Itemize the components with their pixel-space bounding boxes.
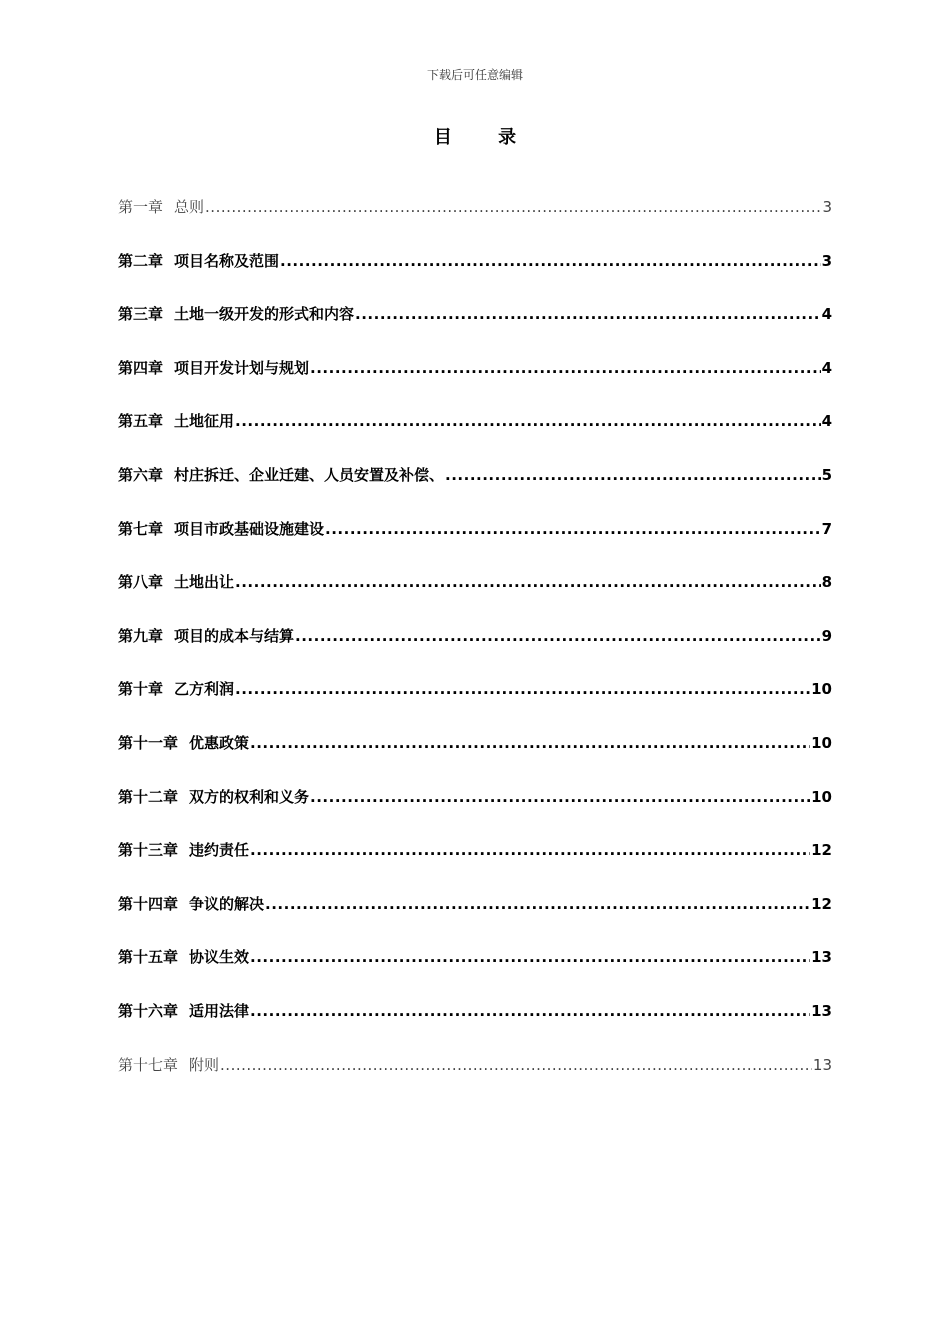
toc-page-number: 5 <box>821 465 832 484</box>
toc-chapter-label: 第十二章 <box>118 787 179 806</box>
toc-list <box>118 196 832 1107</box>
toc-entry[interactable] <box>118 464 832 518</box>
toc-chapter-label: 第二章 <box>118 251 164 270</box>
toc-entry-title: 适用法律 <box>189 1001 250 1020</box>
toc-title: 目 录 <box>433 127 537 148</box>
toc-dot-leader <box>250 946 810 968</box>
toc-entry[interactable] <box>118 357 832 411</box>
toc-chapter-label: 第十章 <box>118 680 164 699</box>
toc-page-number: 12 <box>811 894 832 913</box>
toc-page-number: 13 <box>811 1001 832 1020</box>
toc-dot-leader <box>220 1054 812 1076</box>
toc-dot-leader <box>355 303 821 325</box>
toc-page-number: 4 <box>821 305 832 324</box>
toc-dot-leader <box>280 250 821 272</box>
toc-chapter-label: 第一章 <box>118 198 164 216</box>
toc-page-number: 13 <box>811 948 832 967</box>
toc-entry-title: 村庄拆迁、企业迁建、人员安置及补偿、 <box>174 465 445 484</box>
toc-entry-title: 土地一级开发的形式和内容 <box>174 305 355 324</box>
toc-entry[interactable] <box>118 786 832 840</box>
toc-entry[interactable] <box>118 518 832 572</box>
toc-entry[interactable] <box>118 732 832 786</box>
header-note: 下载后可任意编辑 <box>426 68 523 82</box>
toc-entry-title: 争议的解决 <box>189 894 265 913</box>
toc-page-number: 10 <box>811 680 832 699</box>
toc-entry-title: 土地出让 <box>174 573 235 592</box>
toc-page-number: 13 <box>812 1055 832 1074</box>
toc-dot-leader <box>310 786 810 808</box>
toc-entry[interactable] <box>118 839 832 893</box>
toc-page-number: 10 <box>811 787 832 806</box>
toc-dot-leader <box>265 893 810 915</box>
toc-chapter-label: 第十一章 <box>118 733 179 752</box>
toc-entry[interactable] <box>118 946 832 1000</box>
toc-entry[interactable] <box>118 250 832 304</box>
toc-page-number: 7 <box>821 519 832 538</box>
toc-chapter-label: 第十三章 <box>118 841 179 860</box>
toc-page-number: 12 <box>811 841 832 860</box>
toc-entry-title: 协议生效 <box>189 948 250 967</box>
toc-page-number: 3 <box>822 198 832 216</box>
toc-chapter-label: 第十五章 <box>118 948 179 967</box>
toc-dot-leader <box>250 732 810 754</box>
toc-entry-title: 总则 <box>174 198 205 216</box>
toc-entry[interactable] <box>118 571 832 625</box>
toc-entry-title: 项目名称及范围 <box>174 251 280 270</box>
toc-entry-title: 土地征用 <box>174 412 235 431</box>
toc-entry-title: 附则 <box>189 1055 220 1074</box>
toc-page-number: 10 <box>811 733 832 752</box>
toc-page-number: 4 <box>821 358 832 377</box>
toc-chapter-label: 第十七章 <box>118 1055 179 1074</box>
toc-dot-leader <box>325 518 821 540</box>
toc-entry-title: 优惠政策 <box>189 733 250 752</box>
toc-entry-title: 项目的成本与结算 <box>174 626 295 645</box>
toc-entry[interactable] <box>118 1054 832 1108</box>
toc-dot-leader <box>250 839 810 861</box>
toc-dot-leader <box>310 357 821 379</box>
toc-chapter-label: 第十四章 <box>118 894 179 913</box>
toc-entry-title: 乙方利润 <box>174 680 235 699</box>
toc-entry[interactable] <box>118 625 832 679</box>
toc-entry[interactable] <box>118 1000 832 1054</box>
toc-dot-leader <box>445 464 821 486</box>
toc-chapter-label: 第五章 <box>118 412 164 431</box>
toc-dot-leader <box>205 196 821 218</box>
toc-entry[interactable] <box>118 196 832 250</box>
toc-page-number: 3 <box>821 251 832 270</box>
toc-page-number: 8 <box>821 573 832 592</box>
toc-chapter-label: 第九章 <box>118 626 164 645</box>
toc-dot-leader <box>250 1000 810 1022</box>
toc-entry-title: 违约责任 <box>189 841 250 860</box>
toc-entry[interactable] <box>118 893 832 947</box>
toc-page-number: 4 <box>821 412 832 431</box>
toc-chapter-label: 第四章 <box>118 358 164 377</box>
toc-entry-title: 项目市政基础设施建设 <box>174 519 325 538</box>
toc-dot-leader <box>295 625 821 647</box>
toc-entry[interactable] <box>118 410 832 464</box>
toc-entry-title: 双方的权利和义务 <box>189 787 310 806</box>
toc-entry-title: 项目开发计划与规划 <box>174 358 310 377</box>
toc-page-number: 9 <box>821 626 832 645</box>
toc-entry[interactable] <box>118 303 832 357</box>
toc-chapter-label: 第十六章 <box>118 1001 179 1020</box>
toc-chapter-label: 第三章 <box>118 305 164 324</box>
toc-chapter-label: 第七章 <box>118 519 164 538</box>
toc-entry[interactable] <box>118 678 832 732</box>
toc-dot-leader <box>235 678 810 700</box>
toc-dot-leader <box>235 571 821 593</box>
toc-chapter-label: 第六章 <box>118 465 164 484</box>
toc-chapter-label: 第八章 <box>118 573 164 592</box>
toc-dot-leader <box>235 410 821 432</box>
